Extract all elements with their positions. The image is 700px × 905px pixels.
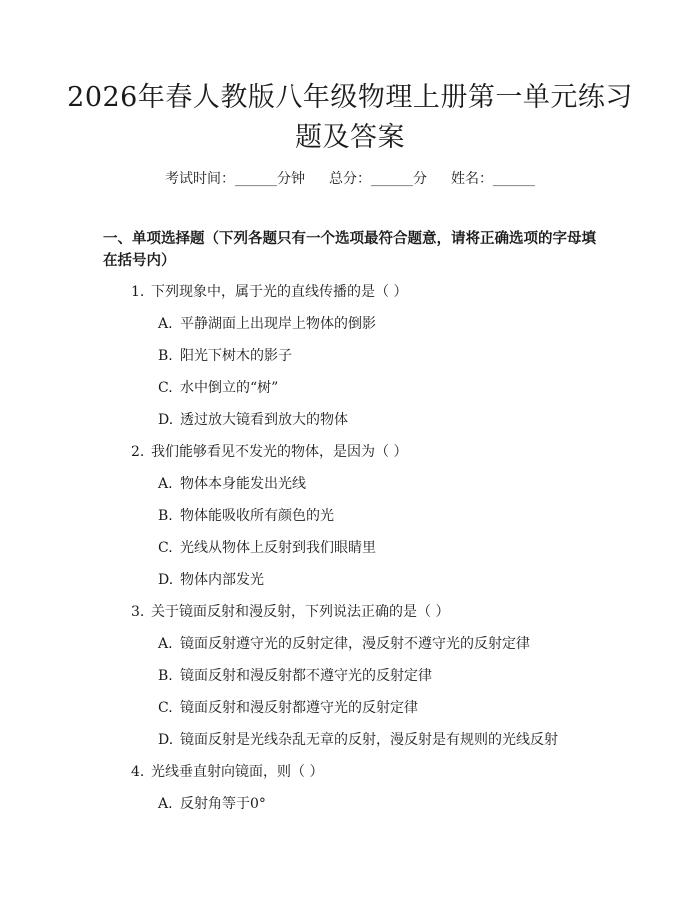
- option-label: C.: [158, 540, 173, 556]
- question-3-option-b: [158, 666, 432, 686]
- option-text: 阳光下树木的影子: [180, 348, 292, 364]
- option-label: B.: [158, 348, 173, 364]
- question-number: 3.: [131, 604, 145, 620]
- question-2-option-d: [158, 570, 264, 590]
- option-text: 物体本身能发出光线: [180, 476, 306, 492]
- option-label: A.: [158, 316, 173, 332]
- question-2: [131, 442, 407, 462]
- question-1-option-c: [158, 378, 278, 398]
- question-text: 关于镜面反射和漫反射，下列说法正确的是（ ）: [151, 604, 450, 620]
- question-text: 下列现象中，属于光的直线传播的是（ ）: [151, 284, 408, 300]
- option-label: A.: [158, 476, 173, 492]
- option-text: 光线从物体上反射到我们眼睛里: [180, 540, 376, 556]
- question-3: [131, 602, 449, 622]
- option-text: 水中倒立的“树”: [180, 380, 279, 396]
- student-name: 姓名：______: [451, 171, 535, 187]
- option-text: 镜面反射是光线杂乱无章的反射，漫反射是有规则的光线反射: [180, 732, 558, 748]
- question-number: 2.: [131, 444, 145, 460]
- option-label: B.: [158, 508, 173, 524]
- option-text: 镜面反射和漫反射都不遵守光的反射定律: [180, 668, 432, 684]
- question-1-option-d: [158, 410, 348, 430]
- option-label: B.: [158, 668, 173, 684]
- exam-time: 考试时间：______分钟: [165, 171, 305, 187]
- question-1: [131, 282, 407, 302]
- option-text: 物体内部发光: [180, 572, 264, 588]
- document-title: 2026年春人教版八年级物理上册第一单元练习题及答案: [67, 82, 633, 153]
- option-label: C.: [158, 380, 173, 396]
- question-2-option-a: [158, 474, 306, 494]
- question-number: 4.: [131, 764, 145, 780]
- question-3-option-d: [158, 730, 558, 750]
- exam-info: [0, 168, 700, 188]
- question-1-option-a: [158, 314, 376, 334]
- section-heading: 一、单项选择题（下列各题只有一个选项最符合题意，请将正确选项的字母填在括号内）: [103, 230, 596, 269]
- option-text: 透过放大镜看到放大的物体: [180, 412, 348, 428]
- question-text: 我们能够看见不发光的物体，是因为（ ）: [151, 444, 408, 460]
- question-3-option-a: [158, 634, 530, 654]
- option-label: A.: [158, 636, 173, 652]
- question-number: 1.: [131, 284, 145, 300]
- question-1-option-b: [158, 346, 292, 366]
- option-label: D.: [158, 412, 174, 428]
- option-label: D.: [158, 732, 174, 748]
- option-text: 镜面反射遵守光的反射定律，漫反射不遵守光的反射定律: [180, 636, 530, 652]
- question-2-option-b: [158, 506, 334, 526]
- question-text: 光线垂直射向镜面，则（ ）: [151, 764, 324, 780]
- question-4-option-a: [158, 794, 266, 814]
- option-text: 镜面反射和漫反射都遵守光的反射定律: [180, 700, 418, 716]
- option-label: C.: [158, 700, 173, 716]
- question-4: [131, 762, 323, 782]
- option-text: 反射角等于0°: [180, 796, 266, 812]
- option-label: A.: [158, 796, 173, 812]
- question-3-option-c: [158, 698, 418, 718]
- option-text: 平静湖面上出现岸上物体的倒影: [180, 316, 376, 332]
- option-label: D.: [158, 572, 174, 588]
- question-2-option-c: [158, 538, 376, 558]
- option-text: 物体能吸收所有颜色的光: [180, 508, 334, 524]
- total-score: 总分：______分: [329, 171, 427, 187]
